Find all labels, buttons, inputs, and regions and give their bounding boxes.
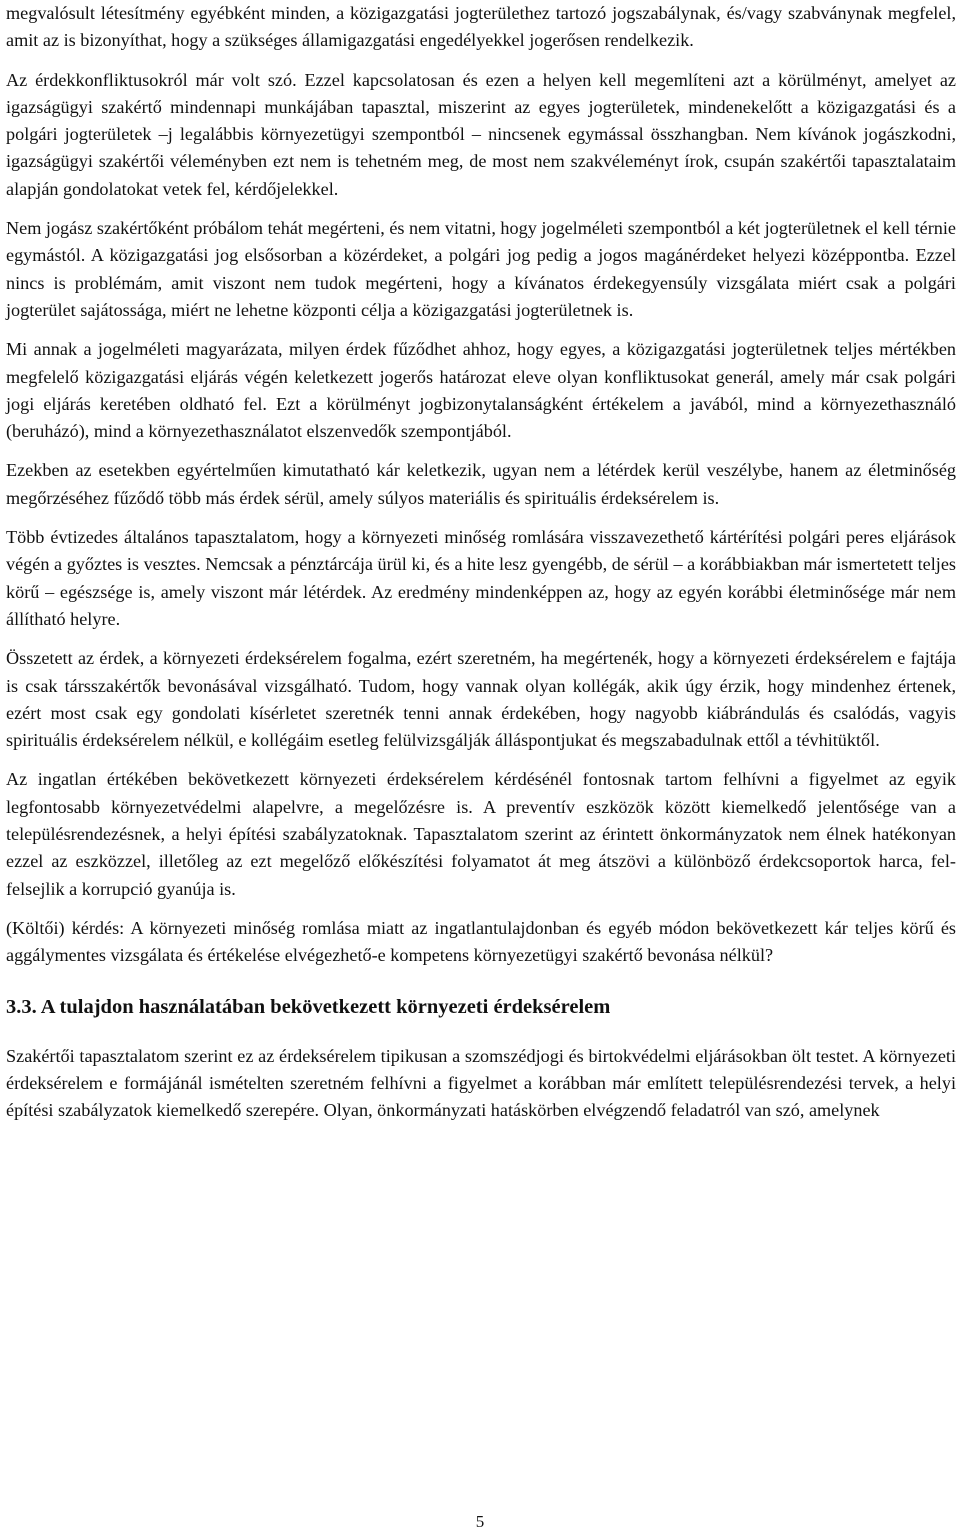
paragraph: (Költői) kérdés: A környezeti minőség romlása miatt az ingatlantulajdonban és egyéb módon bekövetkezett kár teljes körű és aggálymentes vizsgálata és értékelése elvégezhető-e kompetens környezetügyi szakértő bevonása nélkül? [6,917,956,966]
paragraph: Az érdekkonfliktusokról már volt szó. Ezzel kapcsolatosan és ezen a helyen kell megemlíteni azt a körülményt, amelyet az igazságügyi szakértő mindennapi munkájában tapasztal, miszerint az egyes jogterületek, mindenekelőtt a közigazgatási és a polgári jogterületek –j legalábbis környezetügyi szempontból – nincsenek egymással összhangban. Nem kívánok jogászkodni, igazságügyi szakértői véleményben ezt nem is tehetném meg, de most nem szakvéleményt írok, csupán szakértői tapasztalataim alapján gondolatokat vetek fel, kérdőjelekkel. [6,69,956,199]
paragraph: Szakértői tapasztalatom szerint ez az érdeksérelem tipikusan a szomszédjogi és birtokvédelmi eljárásokban ölt testet. A környezeti érdeksérelem e formájánál ismételten szeretném felhívni a figyelmet a korábban már említett településrendezési tervek, a helyi építési szabályzatok kiemelkedő szerepére. Olyan, önkormányzati hatáskörben elvégzendő feladatról van szó, amelynek [6,1045,956,1121]
paragraph: Az ingatlan értékében bekövetkezett környezeti érdeksérelem kérdésénél fontosnak tartom felhívni a figyelmet az egyik legfontosabb környezetvédelmi alapelvre, a megelőzésre is. A preventív eszközök között kiemelkedő jelentősége van a településrendezésnek, a helyi építési szabályzatoknak. Tapasztalatom szerint az érintett önkormányzatok nem élnek hatékonyan ezzel az eszközzel, illetőleg az ezt megelőző előkészítési folyamatot át meg átszövi a különböző érdekcsoportok harca, fel-felsejlik a korrupció gyanúja is. [6,769,956,899]
paragraph: Összetett az érdek, a környezeti érdeksérelem fogalma, ezért szeretném, ha megértenék, hogy a környezeti érdeksérelem e fajtája is csak társszakértők bevonásával vizsgálható. Tudom, hogy vannak olyan kollégák, akik úgy érzik, hogy mindenhez értenek, ezért most csak egy gondolati kísérletet szeretnék tenni annak érdekében, hogy nagyobb kiábrándulás és csalódás, vagyis spirituális érdeksérelem nélkül, e kollégáim esetleg felülvizsgálják álláspontjukat és megszabadulnak ettől a tévhitüktől. [6,648,956,751]
paragraph: megvalósult létesítmény egyébként minden, a közigazgatási jogterülethez tartozó jogszabálynak, és/vagy szabványnak megfelel, amit az is bizonyíthat, hogy a szükséges államigazgatási engedélyekkel jogerősen rendelkezik. [6,3,956,51]
paragraph: Mi annak a jogelméleti magyarázata, milyen érdek fűződhet ahhoz, hogy egyes, a közigazgatási jogterületnek teljes mértékben megfelelő közigazgatási eljárás végén keletkezett jogerős határozat eleve olyan konfliktusokat generál, amely már csak polgári jogi eljárás keretében oldható fel. Ezt a körülményt jogbizonytalanságként értékelem a javából, mind a környezethasználó (beruházó), mind a környezethasználatot elszenvedők szempontjából. [6,339,956,442]
page-number: 5 [475,1512,485,1531]
section-heading [6,994,956,1021]
paragraph: Ezekben az esetekben egyértelműen kimutatható kár keletkezik, ugyan nem a létérdek kerül veszélybe, hanem az életminőség megőrzéséhez fűződő több más érdek sérül, amely súlyos materiális és spirituális érdeksérelem is. [6,460,956,508]
paragraph: Nem jogász szakértőként próbálom tehát megérteni, és nem vitatni, hogy jogelméleti szempontból a két jogterületnek el kell térnie egymástól. A közigazgatási jog elsősorban a közérdeket, a polgári jog pedig a jogos magánérdeket helyezi középpontba. Ezzel nincs is problémám, amit viszont nem tudok megérteni, hogy a kívánatos érdekegyensúly vizsgálata miért csak a polgári jogterület sajátossága, miért ne lehetne központi célja a közigazgatási jogterületnek is. [6,218,956,320]
section-title: A tulajdon használatában bekövetkezett környezeti érdeksérelem [40,995,611,1018]
document-page [6,0,956,1124]
section-number: 3.3. [6,995,37,1018]
paragraph: Több évtizedes általános tapasztalatom, hogy a környezeti minőség romlására visszavezethető kártérítési polgári peres eljárások végén a győztes is vesztes. Nemcsak a pénztárcája ürül ki, és a hite lesz gyengébb, de sérül – a korábbiakban már ismertetett teljes körű – egészsége is, amely viszont már létérdek. Az eredmény mindenképpen az, hogy az egyén korábbi életminősége már nem állítható helyre. [6,527,956,629]
